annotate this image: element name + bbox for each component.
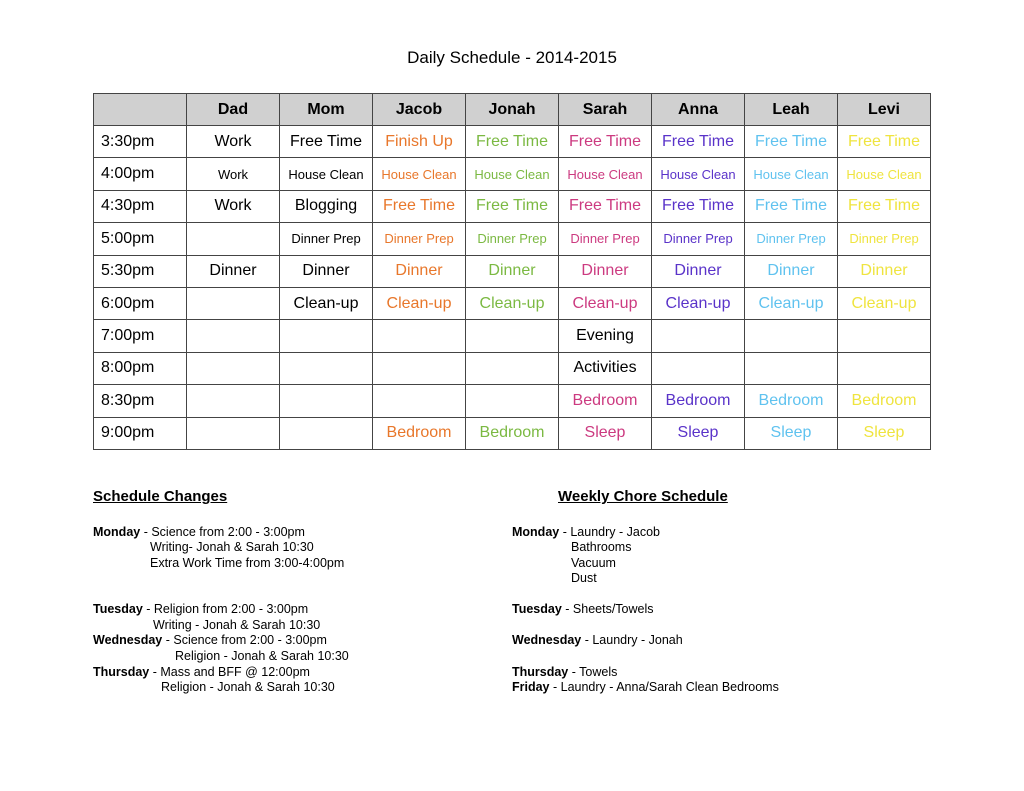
schedule-change-line	[93, 525, 305, 540]
header-row	[94, 94, 931, 126]
cell-dad: Work	[187, 190, 280, 222]
cell-mom: Dinner	[280, 255, 373, 287]
table-row	[94, 385, 931, 417]
line-text: - Mass and BFF @ 12:00pm	[149, 665, 310, 679]
cell-sarah: Free Time	[559, 190, 652, 222]
time-cell: 3:30pm	[94, 126, 187, 158]
cell-jacob	[373, 352, 466, 384]
cell-mom: Blogging	[280, 190, 373, 222]
schedule-change-line	[161, 680, 335, 695]
header-corner	[94, 94, 187, 126]
time-cell: 4:30pm	[94, 190, 187, 222]
day-label: Friday	[512, 680, 550, 694]
daily-schedule-table	[93, 93, 931, 450]
line-text: - Laundry - Jonah	[581, 633, 683, 647]
cell-mom: Clean-up	[280, 287, 373, 319]
chore-line	[571, 556, 616, 571]
cell-sarah: Evening	[559, 320, 652, 352]
line-text: Writing- Jonah & Sarah 10:30	[150, 540, 314, 554]
cell-anna: Dinner Prep	[652, 223, 745, 255]
cell-sarah: Bedroom	[559, 385, 652, 417]
cell-jacob: House Clean	[373, 158, 466, 190]
cell-leah: Dinner	[745, 255, 838, 287]
cell-mom	[280, 320, 373, 352]
cell-leah: Free Time	[745, 126, 838, 158]
line-text: Religion - Jonah & Sarah 10:30	[175, 649, 349, 663]
cell-dad	[187, 287, 280, 319]
cell-jonah: Dinner	[466, 255, 559, 287]
schedule-change-line	[93, 602, 308, 617]
header-sarah: Sarah	[559, 94, 652, 126]
schedule-change-line	[150, 556, 344, 571]
table-row	[94, 352, 931, 384]
cell-anna	[652, 320, 745, 352]
cell-levi: Free Time	[838, 126, 931, 158]
cell-leah	[745, 320, 838, 352]
chore-line	[512, 665, 617, 680]
schedule-change-line	[93, 633, 327, 648]
cell-jonah: Bedroom	[466, 417, 559, 449]
cell-leah: House Clean	[745, 158, 838, 190]
cell-sarah: Dinner Prep	[559, 223, 652, 255]
table-row	[94, 417, 931, 449]
cell-sarah: Activities	[559, 352, 652, 384]
table-row	[94, 320, 931, 352]
cell-leah: Clean-up	[745, 287, 838, 319]
line-text: Dust	[571, 571, 597, 585]
cell-sarah: Dinner	[559, 255, 652, 287]
cell-dad: Dinner	[187, 255, 280, 287]
schedule-change-line	[153, 618, 320, 633]
cell-anna: Bedroom	[652, 385, 745, 417]
cell-anna: Free Time	[652, 190, 745, 222]
cell-dad	[187, 352, 280, 384]
header-leah: Leah	[745, 94, 838, 126]
cell-levi: Bedroom	[838, 385, 931, 417]
cell-jacob: Dinner Prep	[373, 223, 466, 255]
header-dad: Dad	[187, 94, 280, 126]
header-jonah: Jonah	[466, 94, 559, 126]
cell-levi: Dinner Prep	[838, 223, 931, 255]
cell-dad	[187, 417, 280, 449]
chore-line	[512, 525, 660, 540]
cell-mom: Free Time	[280, 126, 373, 158]
header-anna: Anna	[652, 94, 745, 126]
time-cell: 7:00pm	[94, 320, 187, 352]
time-cell: 8:00pm	[94, 352, 187, 384]
line-text: - Laundry - Anna/Sarah Clean Bedrooms	[549, 680, 779, 694]
schedule-change-line	[175, 649, 349, 664]
cell-levi: Free Time	[838, 190, 931, 222]
cell-levi	[838, 352, 931, 384]
table-row	[94, 287, 931, 319]
line-text: Writing - Jonah & Sarah 10:30	[153, 618, 321, 632]
cell-mom: Dinner Prep	[280, 223, 373, 255]
table-row	[94, 190, 931, 222]
line-text: - Science from 2:00 - 3:00pm	[162, 633, 327, 647]
time-cell: 5:30pm	[94, 255, 187, 287]
cell-dad: Work	[187, 158, 280, 190]
day-label: Thursday	[93, 665, 150, 679]
cell-jonah: Clean-up	[466, 287, 559, 319]
cell-anna: Dinner	[652, 255, 745, 287]
cell-leah: Sleep	[745, 417, 838, 449]
cell-levi: Dinner	[838, 255, 931, 287]
cell-mom	[280, 385, 373, 417]
day-label: Monday	[93, 525, 141, 539]
schedule-changes-heading: Schedule Changes	[93, 488, 228, 505]
cell-leah	[745, 352, 838, 384]
line-text: - Sheets/Towels	[561, 602, 654, 616]
cell-levi: House Clean	[838, 158, 931, 190]
cell-jonah: Free Time	[466, 126, 559, 158]
table-row	[94, 255, 931, 287]
cell-sarah: House Clean	[559, 158, 652, 190]
schedule-change-line	[93, 665, 310, 680]
day-label: Wednesday	[512, 633, 582, 647]
table-row	[94, 126, 931, 158]
line-text: Extra Work Time from 3:00-4:00pm	[150, 556, 345, 570]
cell-mom: House Clean	[280, 158, 373, 190]
table-body	[94, 126, 931, 450]
header-jacob: Jacob	[373, 94, 466, 126]
time-cell: 5:00pm	[94, 223, 187, 255]
cell-levi: Sleep	[838, 417, 931, 449]
line-text: Vacuum	[571, 556, 616, 570]
cell-jonah	[466, 320, 559, 352]
cell-jonah: Dinner Prep	[466, 223, 559, 255]
cell-jacob: Finish Up	[373, 126, 466, 158]
cell-jonah: Free Time	[466, 190, 559, 222]
cell-jacob: Dinner	[373, 255, 466, 287]
cell-dad: Work	[187, 126, 280, 158]
cell-anna: House Clean	[652, 158, 745, 190]
day-label: Tuesday	[512, 602, 562, 616]
cell-anna: Free Time	[652, 126, 745, 158]
chore-line	[512, 633, 683, 648]
chore-schedule-heading: Weekly Chore Schedule	[558, 488, 728, 505]
day-label: Monday	[512, 525, 560, 539]
cell-jonah	[466, 385, 559, 417]
cell-mom	[280, 417, 373, 449]
line-text: Bathrooms	[571, 540, 632, 554]
chore-line	[512, 680, 779, 695]
chore-line	[571, 540, 631, 555]
table-header	[94, 94, 931, 126]
schedule-change-line	[150, 540, 314, 555]
cell-jacob	[373, 320, 466, 352]
cell-anna: Clean-up	[652, 287, 745, 319]
cell-leah: Dinner Prep	[745, 223, 838, 255]
time-cell: 4:00pm	[94, 158, 187, 190]
chore-line	[571, 571, 597, 586]
cell-jacob: Bedroom	[373, 417, 466, 449]
cell-levi	[838, 320, 931, 352]
cell-mom	[280, 352, 373, 384]
cell-levi: Clean-up	[838, 287, 931, 319]
cell-jacob: Free Time	[373, 190, 466, 222]
cell-jacob	[373, 385, 466, 417]
cell-jonah: House Clean	[466, 158, 559, 190]
time-cell: 9:00pm	[94, 417, 187, 449]
line-text: - Religion from 2:00 - 3:00pm	[142, 602, 309, 616]
cell-sarah: Sleep	[559, 417, 652, 449]
time-cell: 6:00pm	[94, 287, 187, 319]
day-label: Thursday	[512, 665, 569, 679]
cell-dad	[187, 223, 280, 255]
cell-anna: Sleep	[652, 417, 745, 449]
day-label: Wednesday	[93, 633, 163, 647]
header-levi: Levi	[838, 94, 931, 126]
line-text: - Laundry - Jacob	[559, 525, 660, 539]
chore-line	[512, 602, 654, 617]
cell-leah: Bedroom	[745, 385, 838, 417]
cell-dad	[187, 320, 280, 352]
table-row	[94, 158, 931, 190]
cell-sarah: Clean-up	[559, 287, 652, 319]
line-text: Religion - Jonah & Sarah 10:30	[161, 680, 335, 694]
page-title: Daily Schedule - 2014-2015	[407, 48, 617, 67]
table-row	[94, 223, 931, 255]
cell-jonah	[466, 352, 559, 384]
time-cell: 8:30pm	[94, 385, 187, 417]
line-text: - Towels	[568, 665, 618, 679]
cell-anna	[652, 352, 745, 384]
cell-dad	[187, 385, 280, 417]
line-text: - Science from 2:00 - 3:00pm	[140, 525, 305, 539]
header-mom: Mom	[280, 94, 373, 126]
cell-jacob: Clean-up	[373, 287, 466, 319]
cell-leah: Free Time	[745, 190, 838, 222]
day-label: Tuesday	[93, 602, 143, 616]
cell-sarah: Free Time	[559, 126, 652, 158]
